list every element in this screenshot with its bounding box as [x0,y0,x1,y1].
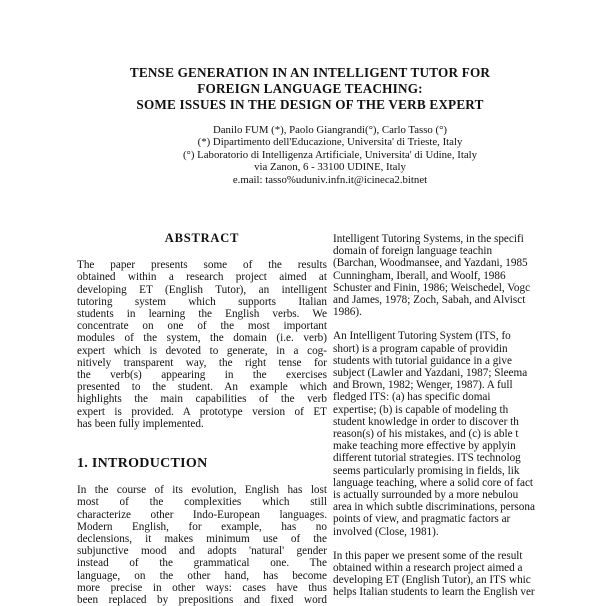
text-line: concentrate on one of the most important [77,320,327,333]
text-line: developing ET (English Tutor), an ITS whic [333,574,531,587]
right-column [333,233,600,599]
its-paragraph-3 [333,550,600,599]
text-line: and Brown, 1982; Wenger, 1987). A full [333,379,513,392]
text-line: language, on the other hand, has become [77,569,327,582]
text-line: language teaching, where a solid core of fact [333,476,534,489]
text-line: seems particularly promising in fields, lik [333,464,520,477]
text-line: subjunctive mood and adopts 'natural' gender [77,545,327,558]
paper-title [100,65,520,113]
its-paragraph-2 [333,330,600,537]
affiliation-trieste: (*) Dipartimento dell'Educazione, Universita' di Trieste, Italy [197,136,463,149]
text-line: been replaced by prepositions and fixed word [77,594,327,606]
title-line: FOREIGN LANGUAGE TEACHING: [197,81,423,96]
title-line: TENSE GENERATION IN AN INTELLIGENT TUTOR FOR [129,65,491,80]
text-line: obtained within a research project aimed at [77,271,327,284]
text-line: expertise; (b) is capable of modeling th [333,403,509,416]
text-line: highlights the main capabilities of the verb [77,393,327,406]
left-column [77,232,327,606]
title-line: SOME ISSUES IN THE DESIGN OF THE VERB EXPERT [136,97,484,112]
text-line: domain of foreign language teachin [333,245,493,258]
text-line: fledged ITS: (a) has specific domai [333,391,491,404]
text-line: Intelligent Tutoring Systems, in the specifi [333,233,524,245]
abstract-body [77,259,327,430]
text-line: short) is a program capable of providin [333,342,508,355]
text-line: characterize other Indo-European languages. [77,508,327,521]
text-line: students with tutorial guidance in a give [333,354,512,367]
text-line: student knowledge in order to discover th [333,415,519,428]
author-names: Danilo FUM (*), Paolo Giangrandi(°), Carlo Tasso (°) [212,124,448,136]
text-line: more precise in other ways: cases have thus [77,581,327,594]
text-line: declensions, it makes minimum use of the [77,533,327,546]
author-block [150,124,510,186]
text-line: and James, 1978; Zoch, Sabah, and Alvisct [333,294,526,307]
text-line: obtained within a research project aimed a [333,562,523,575]
address: via Zanon, 6 - 33100 UDINE, Italy [254,161,406,174]
text-line: modules of the system, the domain (i.e. verb) [77,332,327,345]
text-line: presented to the student. An example which [77,381,327,394]
text-line: make teaching more effective by applyin [333,440,516,453]
text-line: reason(s) of his mistakes, and (c) is able t [333,428,519,441]
its-paragraph-1 [333,233,600,318]
text-line: (Barchan, Woodmansee, and Yazdani, 1985 [333,257,528,270]
text-line: expert is provided. A prototype version of ET [77,405,327,418]
paragraph-gap [333,538,600,550]
text-line: area in which subtle discriminations, persona [333,501,535,514]
text-line: An Intelligent Tutoring System (ITS, fo [333,330,511,343]
text-line: the verb(s) appearing in the exercises [77,369,327,382]
text-line: subject (Lawler and Yazdani, 1987; Sleema [333,367,528,380]
text-line: The paper presents some of the results [77,259,327,272]
text-line: students in learning the English verbs. We [77,308,327,321]
text-line: Modern English, for example, has no [77,520,327,533]
text-line: In this paper we present some of the result [333,549,523,562]
text-line: is actually surrounded by a more nebulou [333,489,519,502]
affiliation-udine: (°) Laboratorio di Intelligenza Artificiale, Universita' di Udine, Italy [182,148,478,161]
text-line: involved (Close, 1981). [333,525,439,538]
text-line: different tutorial strategies. ITS technolog [333,452,521,465]
text-line: helps Italian students to learn the English ver [333,586,535,599]
text-line: most of the complexities which still [77,496,327,509]
text-line: tutoring system which supports Italian [77,295,327,308]
text-line: nitively transparent way, the right tense for [77,356,327,369]
paragraph-gap [333,318,600,330]
email: e.mail: tasso%uduniv.infn.it@icineca2.bitnet [232,173,428,186]
abstract-heading: ABSTRACT [164,231,240,245]
introduction-heading: 1. INTRODUCTION [77,456,208,472]
text-line: expert which is devoted to generate, in a cog- [77,344,327,357]
introduction-body [77,484,327,606]
text-line: Cunningham, Iberall, and Woolf, 1986 [333,269,506,282]
text-line: 1986). [333,306,362,319]
text-line: points of view, and pragmatic factors ar [333,513,511,526]
text-line: In the course of its evolution, English has lost [77,484,327,497]
text-line: developing ET (English Tutor), an intelligent [77,283,327,296]
text-line: instead of the grammatical one. The [77,557,327,570]
text-line: Schuster and Finin, 1986; Weischedel, Vogc [333,281,531,294]
text-line: has been fully implemented. [77,417,204,430]
